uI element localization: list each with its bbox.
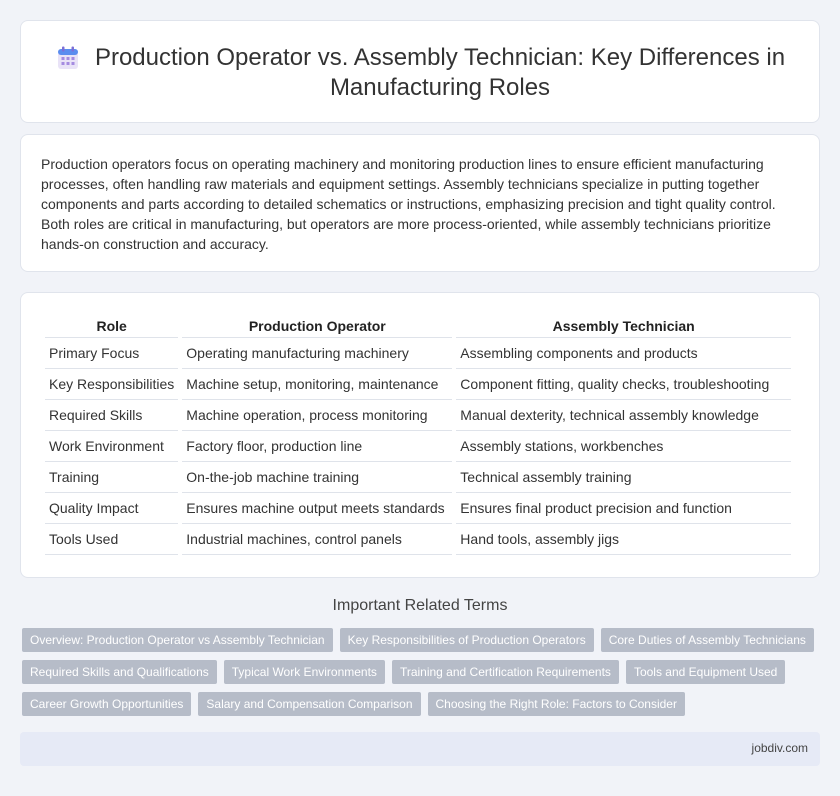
table-cell: Assembly stations, workbenches bbox=[456, 431, 791, 462]
table-cell: Manual dexterity, technical assembly knowledge bbox=[456, 400, 791, 431]
related-term-tag[interactable]: Core Duties of Assembly Technicians bbox=[601, 628, 814, 652]
related-term-tag[interactable]: Key Responsibilities of Production Operators bbox=[340, 628, 594, 652]
table-cell: Operating manufacturing machinery bbox=[182, 338, 452, 369]
table-cell: Tools Used bbox=[45, 524, 178, 555]
footer bbox=[20, 732, 820, 766]
table-row bbox=[45, 338, 791, 369]
related-terms-title: Important Related Terms bbox=[332, 597, 508, 614]
table-cell: Required Skills bbox=[45, 400, 178, 431]
column-header: Assembly Technician bbox=[456, 315, 791, 338]
table-row bbox=[45, 462, 791, 493]
table-cell: On-the-job machine training bbox=[182, 462, 452, 493]
header-card bbox=[20, 20, 820, 123]
summary-card bbox=[20, 134, 820, 272]
related-term-tag[interactable]: Overview: Production Operator vs Assembly Technician bbox=[22, 628, 333, 652]
calendar-icon bbox=[57, 46, 79, 70]
table-cell: Ensures machine output meets standards bbox=[182, 493, 452, 524]
related-term-tag[interactable]: Required Skills and Qualifications bbox=[22, 660, 217, 684]
column-header: Production Operator bbox=[182, 315, 452, 338]
table-cell: Factory floor, production line bbox=[182, 431, 452, 462]
table-cell: Ensures final product precision and function bbox=[456, 493, 791, 524]
related-term-tag[interactable]: Training and Certification Requirements bbox=[392, 660, 619, 684]
table-cell: Work Environment bbox=[45, 431, 178, 462]
related-term-tag[interactable]: Typical Work Environments bbox=[224, 660, 385, 684]
table-row bbox=[45, 493, 791, 524]
table-row bbox=[45, 524, 791, 555]
page-title: Production Operator vs. Assembly Technician: Key Differences in Manufacturing Roles bbox=[94, 44, 786, 101]
table-cell: Machine operation, process monitoring bbox=[182, 400, 452, 431]
table-cell: Industrial machines, control panels bbox=[182, 524, 452, 555]
table-cell: Quality Impact bbox=[45, 493, 178, 524]
table-cell: Primary Focus bbox=[45, 338, 178, 369]
table-row bbox=[45, 431, 791, 462]
related-term-tag[interactable]: Salary and Compensation Comparison bbox=[198, 692, 420, 716]
comparison-card bbox=[20, 292, 820, 578]
table-cell: Component fitting, quality checks, troubleshooting bbox=[456, 369, 791, 400]
related-term-tag[interactable]: Career Growth Opportunities bbox=[22, 692, 191, 716]
related-term-tag[interactable]: Choosing the Right Role: Factors to Consider bbox=[428, 692, 685, 716]
table-cell: Key Responsibilities bbox=[45, 369, 178, 400]
summary-text: Production operators focus on operating machinery and monitoring production lines to ensure efficient manufacturing processes, often handling raw materials and equipment settings. Assembly technicians specialize in putting together components and parts according to detailed schematics or instructions, emphasizing precision and tight quality control. Both roles are critical in manufacturing, but operators are more process-oriented, while assembly technicians prioritize hands-on construction and accuracy. bbox=[41, 156, 776, 252]
table-cell: Machine setup, monitoring, maintenance bbox=[182, 369, 452, 400]
related-term-tag[interactable]: Tools and Equipment Used bbox=[626, 660, 785, 684]
footer-site-link[interactable]: jobdiv.com bbox=[751, 741, 808, 755]
column-header: Role bbox=[45, 315, 178, 338]
table-row bbox=[45, 400, 791, 431]
comparison-table bbox=[41, 315, 795, 555]
table-cell: Technical assembly training bbox=[456, 462, 791, 493]
table-row bbox=[45, 369, 791, 400]
table-cell: Training bbox=[45, 462, 178, 493]
related-terms-list bbox=[22, 628, 822, 716]
table-cell: Hand tools, assembly jigs bbox=[456, 524, 791, 555]
table-header-row bbox=[45, 315, 791, 338]
table-cell: Assembling components and products bbox=[456, 338, 791, 369]
